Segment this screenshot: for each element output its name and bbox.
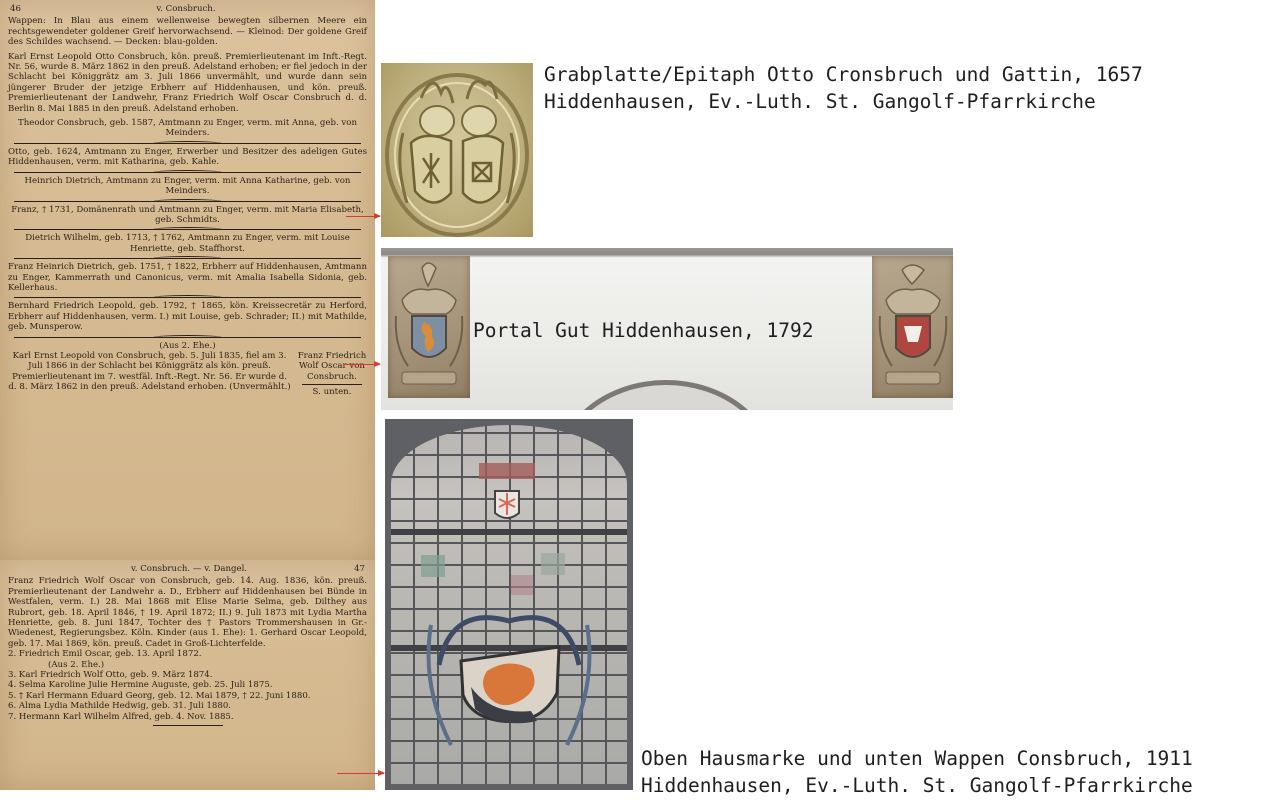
- franz-friedrich-text: Franz Friedrich Wolf Oscar von Consbruch, geb. 14. Aug. 1836, kön. preuß. Premierlieutenant der Landwehr a. D., Erbherr auf Hiddenhausen bei Bünde in Westfalen, verm. I.) 28. Mai 1868 mit Elise Marie Selma, geb. Dilthey aus Rubrort, geb. 18. April 1846, † 19. April 1872; II.) 9. Juli 1873 mit Lydia Martha Henriette, geb. 8. Juni 1847, Tochter des † Pastors Trommershausen in Gr.-Wiedenest, Regierungsbez. Köln. Kinder (aus 1. Ehe): 1. Gerhard Oscar Leopold, geb. 17. Mai 1869, kön. preuß. Cadet in Groß-Lichterfelde.: [8, 576, 367, 649]
- right-column-entry: [297, 351, 367, 398]
- genealogy-entry: Franz, † 1731, Domänenrath und Amtmann zu Enger, verm. mit Maria Elisabeth, geb. Schmidts.: [11, 204, 364, 225]
- red-arrow: [344, 364, 380, 365]
- coat-of-arms-icon: [388, 256, 470, 398]
- list-item: 4. Selma Karoline Julie Hermine Auguste, geb. 25. Juli 1875.: [8, 680, 273, 691]
- running-head: v. Consbruch. — v. Dangel.: [130, 564, 248, 574]
- page-number: 47: [354, 564, 365, 574]
- list-item: (Aus 2. Ehe.): [48, 659, 105, 670]
- coat-of-arms-relief-icon: [381, 63, 533, 237]
- list-item: 3. Karl Friedrich Wolf Otto, geb. 9. März 1874.: [8, 670, 213, 681]
- genealogy-entry: Dietrich Wilhelm, geb. 1713, † 1762, Amtmann zu Enger, verm. mit Louise Henriette, geb. Staffhorst.: [25, 233, 350, 254]
- right-column-note: S. unten.: [312, 387, 352, 398]
- caption-epitaph: Grabplatte/Epitaph Otto Cronsbruch und Gattin, 1657 Hiddenhausen, Ev.-Luth. St. Gangolf-Pfarrkirche: [544, 63, 1143, 113]
- divider: [14, 143, 361, 144]
- karl-ernst-text: Karl Ernst Leopold Otto Consbruch, kön. preuß. Premierlieutenant im Inft.-Regt. Nr. 56, wurde 8. März 1862 in den preuß. Adelstand erhoben; er fiel jedoch in der Schlacht bei Königgrätz am 3. Juli 1866 unvermählt, und wurde dann sein jüngerer Bruder der jetzige Erbherr auf Hiddenhausen, und kön. preuß. Premierlieutenant der Landwehr, Franz Friedrich Wolf Oscar Consbruch d. d. Berlin 8. Mai 1885 in den preuß. Adelstand erhoben.: [8, 51, 367, 114]
- coat-of-arms-icon: [872, 256, 953, 398]
- children-list: [0, 649, 375, 722]
- list-item: 2. Friedrich Emil Oscar, geb. 13. April 1872.: [8, 649, 202, 660]
- page-header: [0, 0, 375, 16]
- right-column-name: Franz Friedrich Wolf Oscar von Consbruch.: [297, 350, 367, 382]
- red-arrow: [337, 773, 384, 774]
- divider: [14, 297, 361, 298]
- page-header: [0, 560, 375, 576]
- genealogy-entry: Bernhard Friedrich Leopold, geb. 1792, † 1865, kön. Kreissecretär zu Herford, Erbherr auf Hiddenhausen, verm. I.) mit Louise, geb. Schrader; II.) mit Mathilde, geb. Munsperow.: [8, 301, 367, 333]
- book-page-46: [0, 0, 375, 560]
- two-column-entry: [0, 351, 375, 398]
- caption-portal: Portal Gut Hiddenhausen, 1792: [473, 319, 814, 342]
- caption-stained-glass: Oben Hausmarke und unten Wappen Consbruch, 1911 Hiddenhausen, Ev.-Luth. St. Gangolf-Pfarrkirche: [641, 747, 1193, 797]
- running-head: v. Consbruch.: [156, 4, 216, 14]
- portal-plaque-left: [388, 256, 470, 398]
- left-column-entry: Karl Ernst Leopold von Consbruch, geb. 5. Juli 1835, fiel am 3. Juli 1866 in der Schlacht bei Königgrätz als kön. preuß. Premierlieutenant im 7. westfäl. Inft.-Regt. Nr. 56. Er wurde d. d. 8. März 1862 in den preuß. Adelstand erhoben. (Unvermählt.): [8, 350, 291, 393]
- genealogy-entry-otto: Otto, geb. 1624, Amtmann zu Enger, Erwerber und Besitzer des adeligen Gutes Hiddenhausen, verm. mit Katharina, geb. Kahle.: [8, 146, 367, 168]
- genealogy-entry-franz-heinrich: Franz Heinrich Dietrich, geb. 1751, † 1822, Erbherr auf Hiddenhausen, Amtmann zu Enger, Kammerrath und Canonicus, verm. mit Amalia Isabella Sidonia, geb. Kellerhaus.: [8, 262, 367, 293]
- epitaph-photo: [381, 63, 533, 237]
- wappen-text: Wappen: In Blau aus einem wellenweise bewegten silbernen Meere ein rechtsgewendeter goldener Greif hervorwachsend. — Kleinod: Der goldene Greif des Schildes wachsend. — Decken: blau-golden.: [8, 16, 367, 48]
- list-item: 5. † Karl Hermann Eduard Georg, geb. 12. Mai 1879, † 22. Juni 1880.: [8, 690, 311, 701]
- list-item: 7. Hermann Karl Wilhelm Alfred, geb. 4. Nov. 1885.: [8, 711, 234, 722]
- aus-ehe-label: (Aus 2. Ehe.): [159, 340, 216, 351]
- portal-plaque-right: [872, 256, 953, 398]
- divider: [153, 725, 223, 726]
- stained-glass-photo: [385, 419, 633, 790]
- red-arrow: [346, 216, 380, 217]
- stained-glass-window: [391, 425, 627, 784]
- stained-glass-art: [391, 425, 627, 784]
- divider: [302, 384, 362, 385]
- divider: [14, 337, 361, 338]
- page-number: 46: [10, 4, 21, 14]
- list-item: 6. Alma Lydia Mathilde Hedwig, geb. 31. Juli 1880.: [8, 701, 232, 712]
- genealogy-entry: Heinrich Dietrich, Amtmann zu Enger, verm. mit Anna Katharine, geb. von Meinders.: [24, 175, 351, 197]
- genealogy-entry: Theodor Consbruch, geb. 1587, Amtmann zu Enger, verm. mit Anna, geb. von Meinders.: [18, 118, 357, 139]
- divider: [14, 172, 361, 173]
- portal-arch: [556, 380, 776, 410]
- divider: [14, 229, 361, 230]
- divider: [14, 258, 361, 259]
- book-page-47: [0, 560, 375, 790]
- divider: [14, 201, 361, 202]
